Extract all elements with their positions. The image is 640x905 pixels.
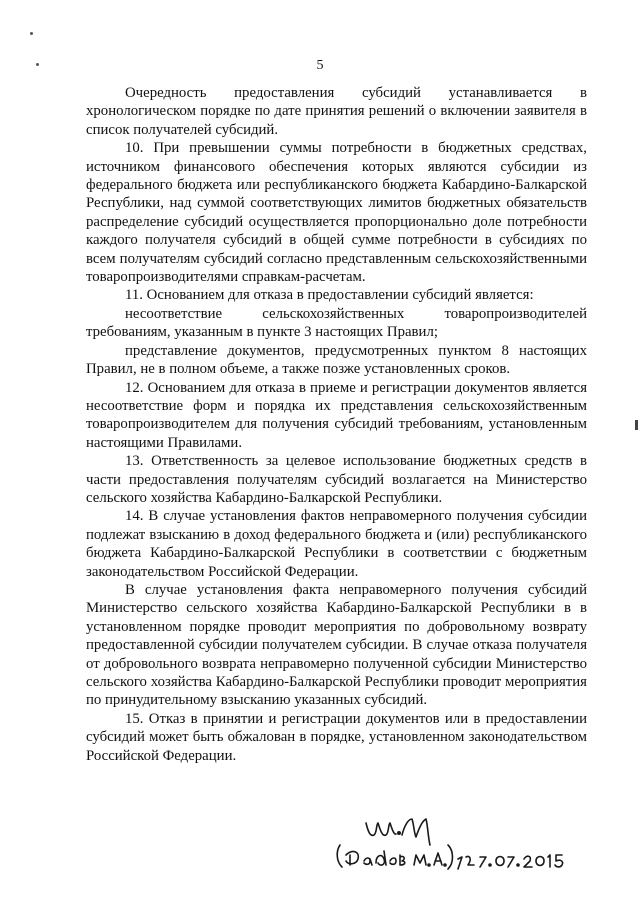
paragraph-10: 10. При превышении суммы потребности в бюджетных средствах, источником финансового обеспечения которых являются субсидии из федерального бюджета или республиканского бюджета Кабардино-Балкарской Республики, над суммой соответствующих лимитов бюджетных обязательств распределение субсидий осуществляется пропорционально доле потребности каждого получателя субсидий в общей сумме потребности в субсидиях по всем получателям субсидий согласно представленным сельскохозяйственными товаропроизводителями справкам-расчетам.: [86, 140, 587, 286]
paragraph-11: 11. Основанием для отказа в предоставлении субсидий является:: [125, 287, 534, 304]
paragraph-priority: Очередность предоставления субсидий устанавливается в хронологическом порядке по дате принятия решений о включении заявителя в список получателей субсидий.: [86, 85, 587, 138]
document-body: [86, 84, 587, 765]
edge-mark: [635, 420, 638, 430]
paragraph-11-item-1: несоответствие сельскохозяйственных товаропроизводителей требованиям, указанным в пункте 3 настоящих Правил;: [86, 305, 587, 341]
handwritten-signature: [330, 805, 570, 885]
paragraph-13: 13. Ответственность за целевое использование бюджетных средств в части предоставления получателям субсидий возлагается на Министерство сельского хозяйства Кабардино-Балкарской Республики.: [86, 453, 587, 506]
margin-dot: [30, 32, 33, 35]
paragraph-12: 12. Основанием для отказа в приеме и регистрации документов является несоответствие форм и порядка их представления сельскохозяйственным товаропроизводителем для получения субсидий требованиям, установленным настоящими Правилами.: [86, 379, 587, 451]
paragraph-14-continued: В случае установления факта неправомерного получения субсидий Министерство сельского хозяйства Кабардино-Балкарской Республики в в установленном порядке проводит мероприятия по добровольному возврату предоставленной субсидии получателем субсидии. В случае отказа получателя от добровольного возврата неправомерно полученной субсидии Министерство сельского хозяйства Кабардино-Балкарской Республики проводит мероприятия по принудительному взысканию указанных субсидий.: [86, 581, 587, 709]
paragraph-14: 14. В случае установления фактов неправомерного получения субсидии подлежат взысканию в доход федерального бюджета и (или) республиканского бюджета Кабардино-Балкарской Республики в соответствии с бюджетным законодательством Российской Федерации.: [86, 508, 587, 580]
page-number: 5: [316, 58, 324, 73]
paragraph-15: 15. Отказ в принятии и регистрации документов или в предоставлении субсидий может быть обжалован в порядке, установленном законодательством Российской Федерации.: [86, 710, 587, 764]
paragraph-11-item-2: представление документов, предусмотренных пунктом 8 настоящих Правил, не в полном объеме, а также позже установленных сроков.: [86, 342, 587, 378]
